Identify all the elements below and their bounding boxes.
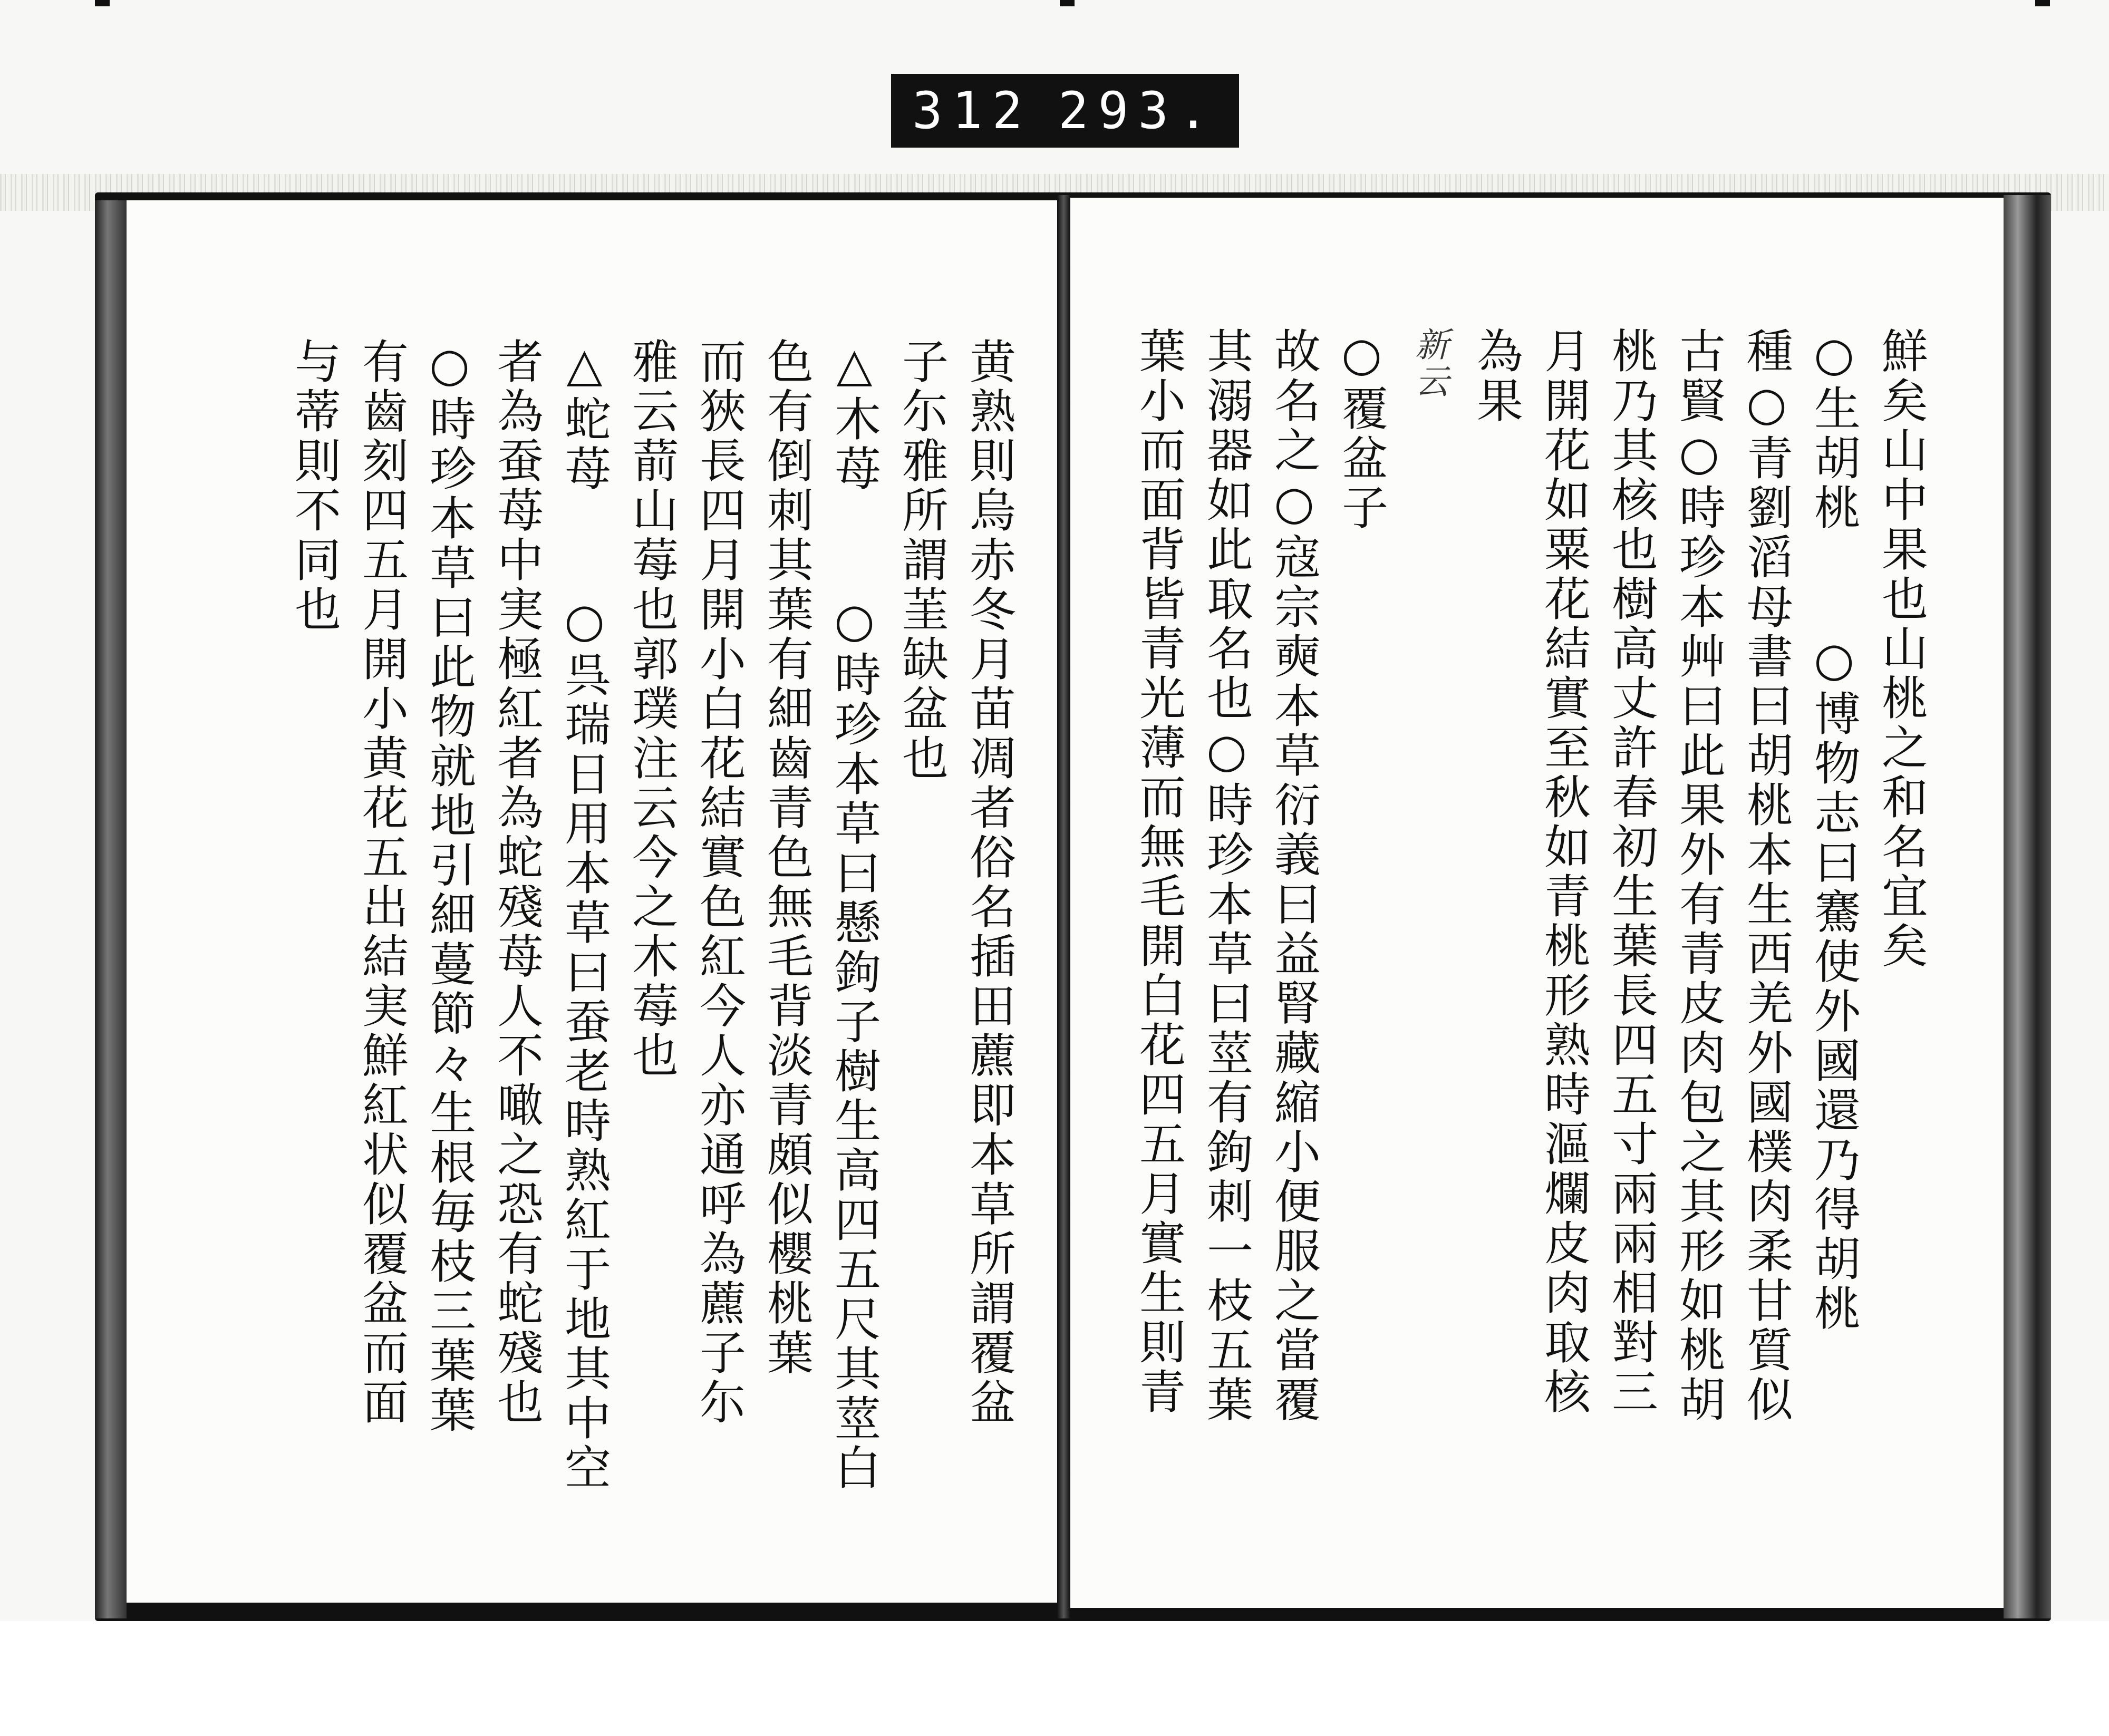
text-column: 故名之○寇宗奭本草衍義曰益腎藏縮小便服之當覆 xyxy=(1267,327,1321,1425)
text-column: 月開花如粟花結實至秋如青桃形熟時漚爛皮肉取核 xyxy=(1537,327,1591,1417)
book-edge-right xyxy=(2004,195,2051,1618)
text-column: 其溺器如此取名也○時珍本草曰莖有鉤刺一枝五葉 xyxy=(1199,327,1254,1425)
book-edge-left xyxy=(95,200,127,1618)
text-column: △木苺 ○時珍本草曰懸鉤子樹生高四五尺其莖白 xyxy=(827,337,882,1493)
text-column: 与蒂則不同也 xyxy=(287,337,342,635)
text-column: 桃乃其核也樹高丈許春初生葉長四五寸兩兩相對三 xyxy=(1604,327,1659,1417)
top-tick-right xyxy=(2035,0,2050,6)
top-tick-left xyxy=(95,0,110,6)
book-gutter xyxy=(1057,195,1070,1618)
right-page-text xyxy=(1097,327,1935,1592)
text-column: 色有倒刺其葉有細齒青色無毛背淡青頗似櫻桃葉 xyxy=(760,337,814,1378)
text-column: 為果 xyxy=(1469,327,1524,426)
text-column: 種○青劉滔母書曰胡桃本生西羌外國樸肉柔甘質似 xyxy=(1739,327,1794,1425)
text-column: 子尓雅所謂茥缺盆也 xyxy=(895,337,949,783)
text-column: 古賢○時珍本艸曰此果外有青皮肉包之其形如桃胡 xyxy=(1672,327,1726,1425)
label-number-right: 293. xyxy=(1058,81,1218,140)
text-column: ○時珍本草曰此物就地引細蔓節々生根毎枝三葉葉 xyxy=(422,337,477,1436)
text-column: △蛇苺 ○呉瑞日用本草曰蚕老時熟紅于地其中空 xyxy=(557,337,612,1493)
left-page-text xyxy=(158,337,1023,1603)
text-column: 有齒刻四五月開小黄花五出結実鮮紅状似覆盆而面 xyxy=(355,337,409,1428)
text-column: 而狹長四月開小白花結實色紅今人亦通呼為藨子尓 xyxy=(692,337,747,1428)
text-column: 鮮矣山中果也山桃之和名宜矣 xyxy=(1874,327,1929,971)
text-column: 黄熟則烏赤冬月苗凋者俗名插田藨即本草所謂覆盆 xyxy=(962,337,1017,1428)
scan-margin-bottom xyxy=(0,1621,2109,1736)
text-column: 雅云葥山莓也郭璞注云今之木莓也 xyxy=(625,337,679,1081)
top-tick-center xyxy=(1060,0,1075,6)
text-column: ○覆盆子 xyxy=(1334,327,1389,533)
archive-number-label xyxy=(891,74,1239,148)
text-column: 者為蚕苺中実極紅者為蛇殘苺人不噉之恐有蛇殘也 xyxy=(490,337,544,1428)
text-column: 葉小而面背皆青光薄而無毛開白花四五月實生則青 xyxy=(1132,327,1186,1417)
text-column: 新云 xyxy=(1409,327,1448,401)
label-number-left: 312 xyxy=(912,81,1032,140)
text-column: ○生胡桃 ○博物志曰騫使外國還乃得胡桃 xyxy=(1807,327,1861,1334)
